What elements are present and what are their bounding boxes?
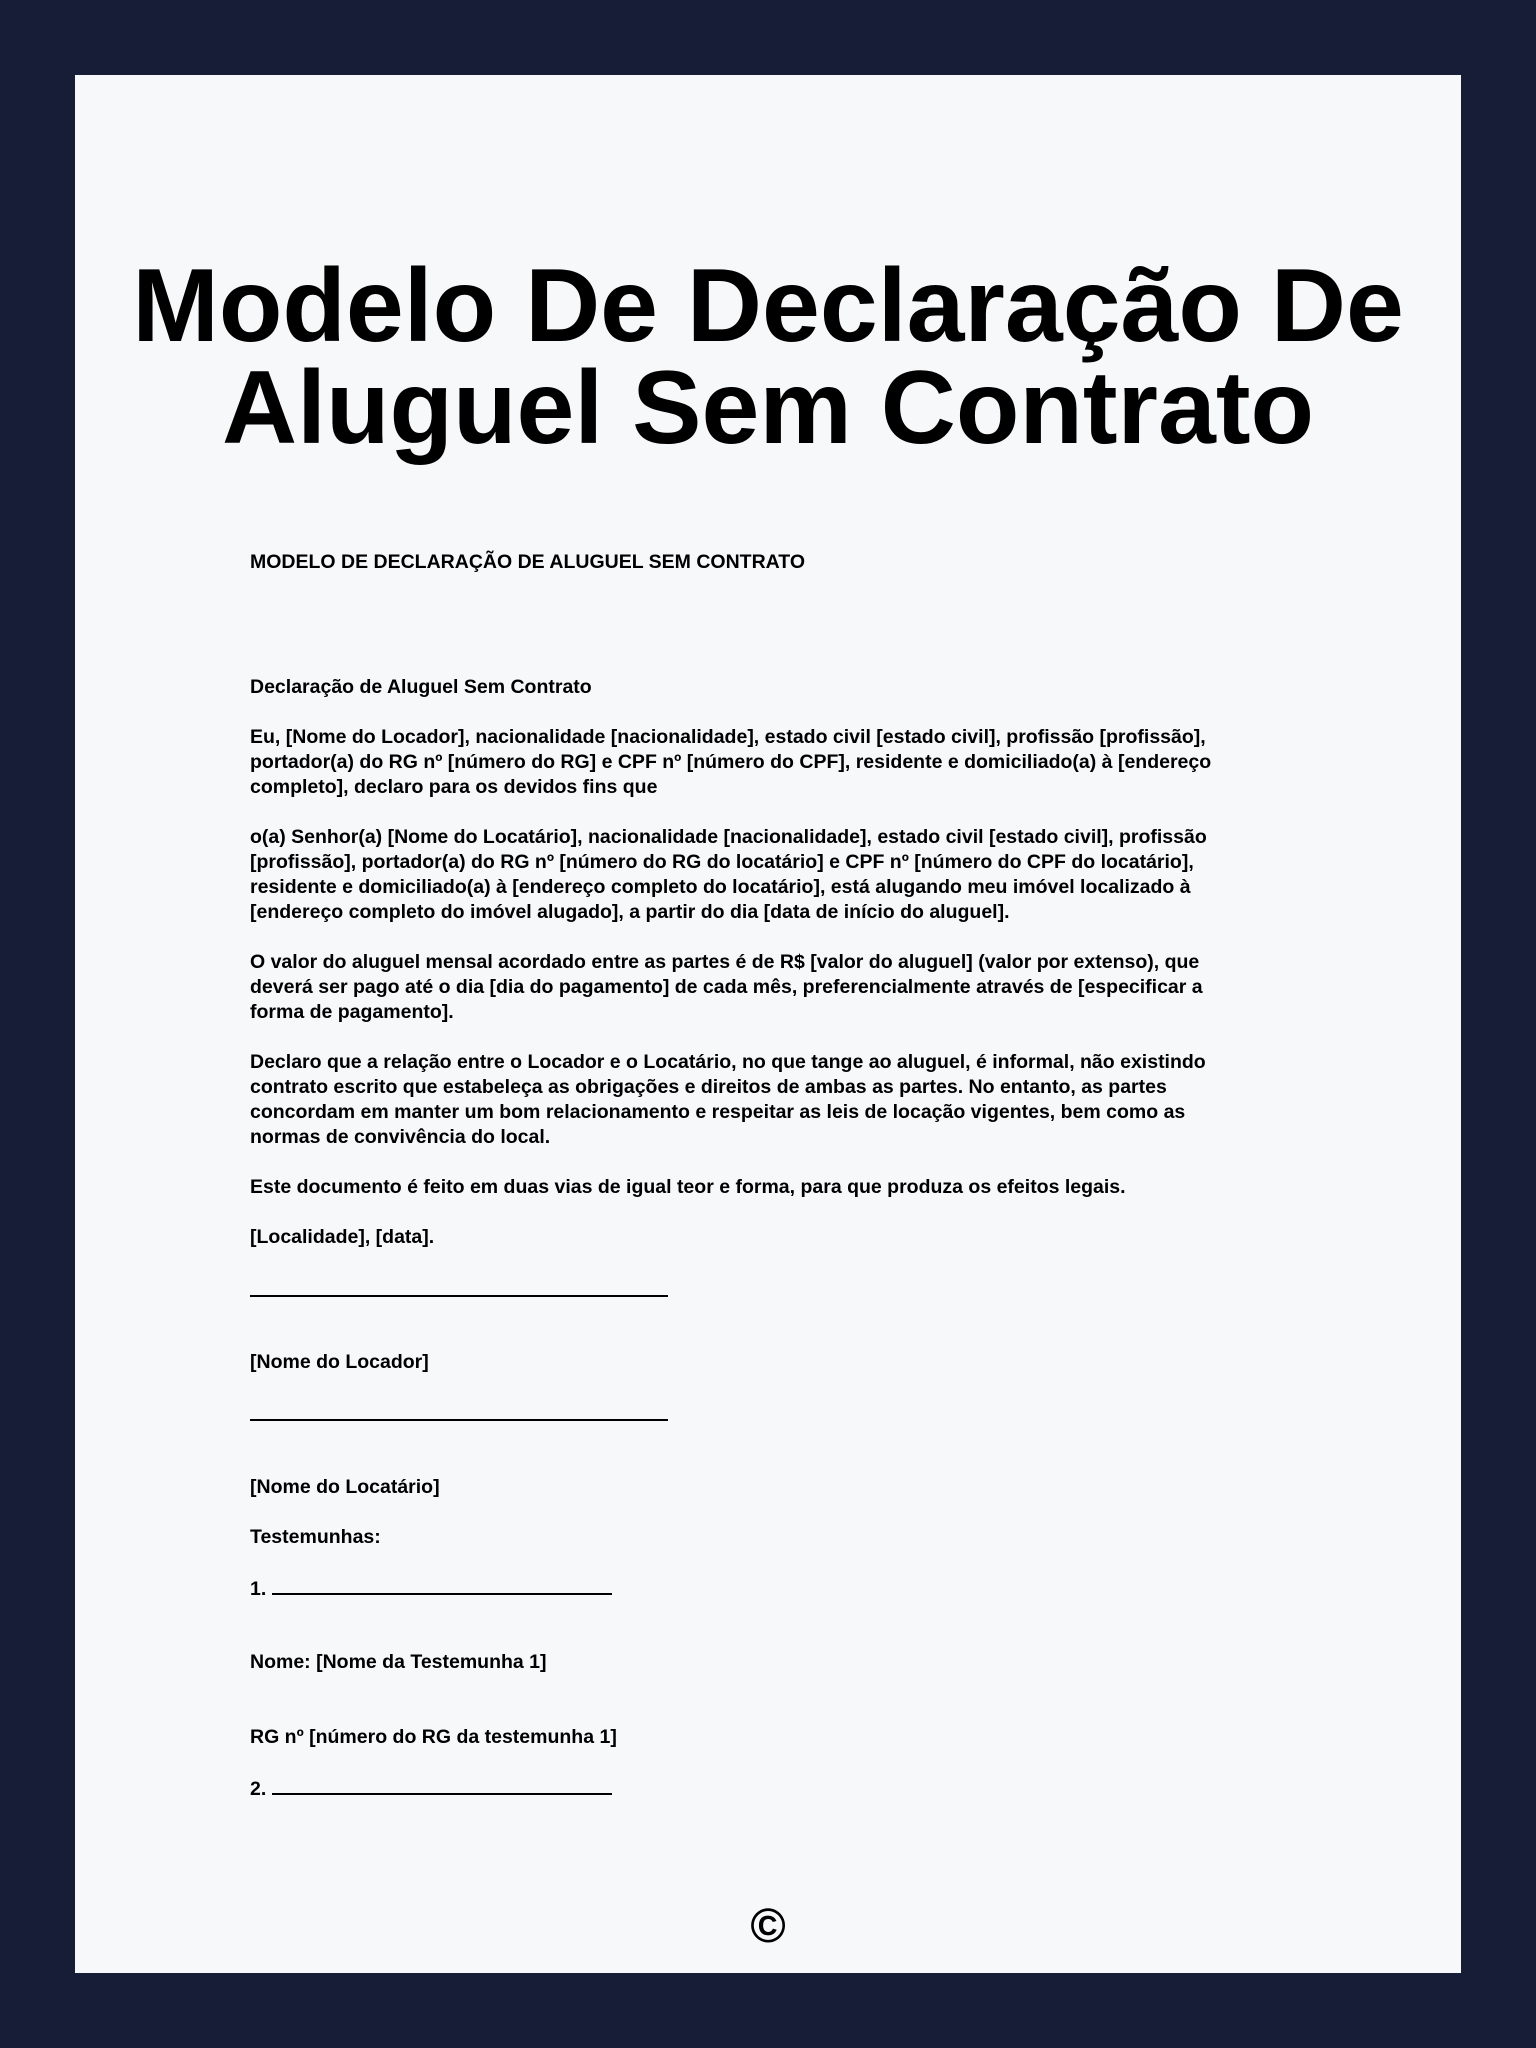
- paragraph-line: forma de pagamento].: [250, 1001, 454, 1023]
- document-heading: MODELO DE DECLARAÇÃO DE ALUGUEL SEM CONTRATO: [250, 551, 806, 573]
- witness-1-name: Nome: [Nome da Testemunha 1]: [250, 1651, 547, 1673]
- paragraph-line: contrato escrito que estabeleça as obrigações e direitos de ambas as partes. No entanto, as partes: [250, 1076, 1167, 1098]
- paragraph-informal-relation: [250, 1050, 1250, 1150]
- witness-1-rg: RG nº [número do RG da testemunha 1]: [250, 1726, 617, 1748]
- locador-signature-line: [250, 1295, 668, 1297]
- witness-2-signature-line: [272, 1775, 612, 1795]
- witness-1-number: 1.: [250, 1578, 267, 1600]
- locatario-name: [Nome do Locatário]: [250, 1476, 440, 1498]
- paragraph-line: completo], declaro para os devidos fins que: [250, 776, 658, 798]
- locatario-signature-line: [250, 1419, 668, 1421]
- paragraph-line: concordam em manter um bom relacionamento e respeitar as leis de locação vigentes, bem como as: [250, 1101, 1186, 1123]
- paragraph-line: [profissão], portador(a) do RG nº [número do RG do locatário] e CPF nº [número do CPF do locatário],: [250, 851, 1194, 873]
- page-title: [75, 248, 1461, 466]
- document-subheading: Declaração de Aluguel Sem Contrato: [250, 676, 592, 698]
- witness-1-signature-line: [272, 1575, 612, 1595]
- witnesses-label: Testemunhas:: [250, 1526, 381, 1548]
- paragraph-line: residente e domiciliado(a) à [endereço completo do locatário], está alugando meu imóvel localizado à: [250, 876, 1191, 898]
- paragraph-line: Declaro que a relação entre o Locador e o Locatário, no que tange ao aluguel, é informal, não existindo: [250, 1051, 1206, 1073]
- paragraph-line: o(a) Senhor(a) [Nome do Locatário], nacionalidade [nacionalidade], estado civil [estado civil], profissão: [250, 826, 1207, 848]
- page-title-line-2: Aluguel Sem Contrato: [221, 350, 1315, 466]
- paragraph-rent-value: [250, 950, 1250, 1025]
- witness-1-line: [250, 1575, 1250, 1602]
- paragraph-line: O valor do aluguel mensal acordado entre as partes é de R$ [valor do aluguel] (valor por extenso), que: [250, 951, 1200, 973]
- paragraph-copies: Este documento é feito em duas vias de igual teor e forma, para que produza os efeitos legais.: [250, 1176, 1126, 1198]
- paragraph-line: Eu, [Nome do Locador], nacionalidade [nacionalidade], estado civil [estado civil], profissão [profissão],: [250, 726, 1206, 748]
- document-page: [75, 75, 1461, 1973]
- paragraph-line: normas de convivência do local.: [250, 1126, 551, 1148]
- witness-2-line: [250, 1775, 1250, 1802]
- paragraph-line: deverá ser pago até o dia [dia do pagamento] de cada mês, preferencialmente através de [especificar a: [250, 976, 1203, 998]
- place-date: [Localidade], [data].: [250, 1226, 435, 1248]
- paragraph-declarant: [250, 725, 1250, 800]
- witness-2-number: 2.: [250, 1778, 267, 1800]
- copyright-icon: ©: [750, 1900, 786, 1953]
- locador-name: [Nome do Locador]: [250, 1351, 429, 1373]
- paragraph-tenant: [250, 825, 1250, 925]
- paragraph-line: [endereço completo do imóvel alugado], a partir do dia [data de início do aluguel].: [250, 901, 1010, 923]
- paragraph-line: portador(a) do RG nº [número do RG] e CPF nº [número do CPF], residente e domiciliado(a) à [endereço: [250, 751, 1212, 773]
- page-title-line-1: Modelo De Declaração De: [132, 248, 1404, 364]
